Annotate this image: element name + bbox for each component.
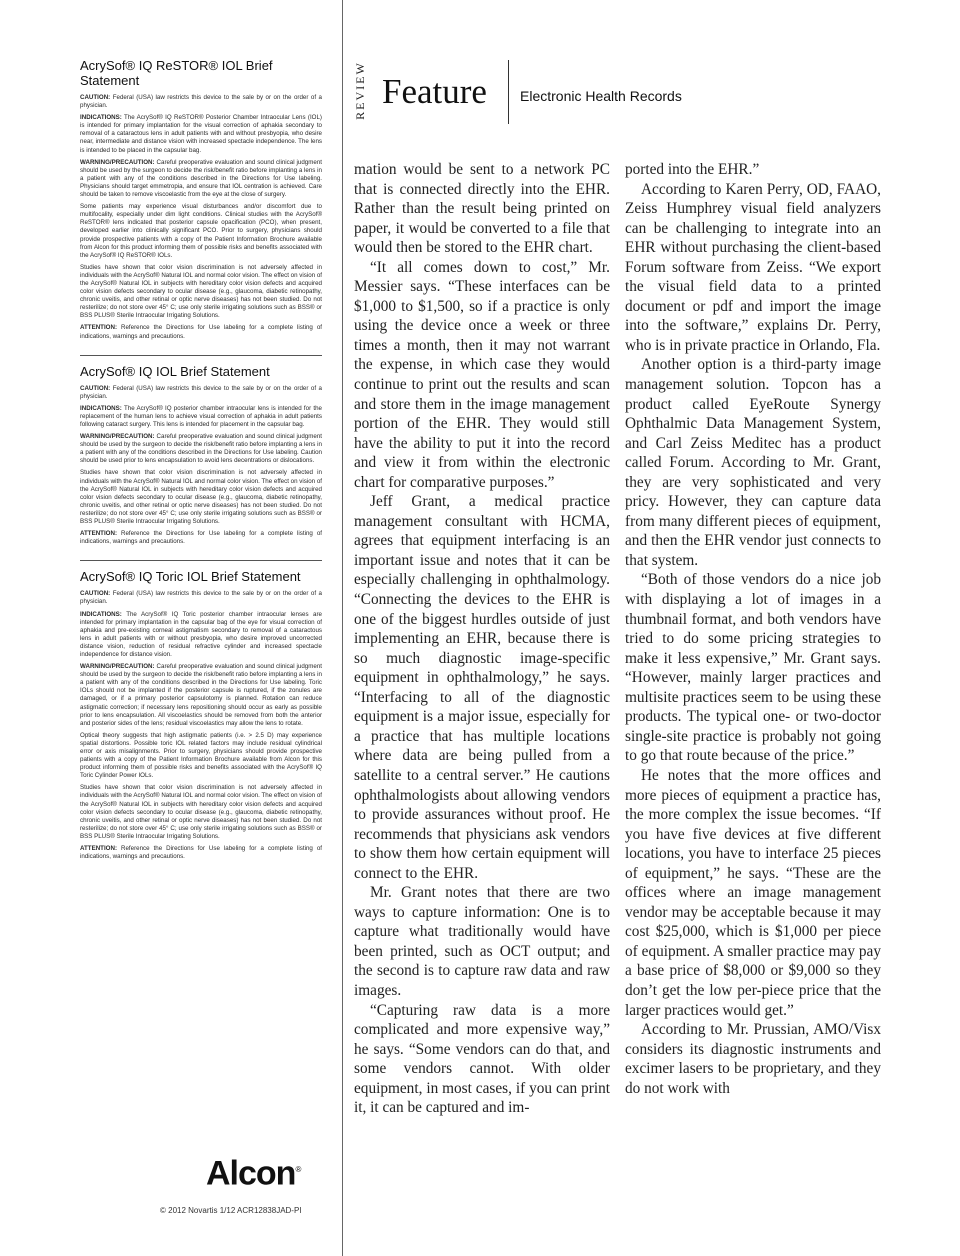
brief-statement-iq xyxy=(80,355,322,555)
brief-paragraph: WARNING/PRECAUTION: Careful preoperative evaluation and sound clinical judgment should be used by the surgeon to decide the risk/benefit ratio before implanting a lens in a patient with any of the conditions described in the Directions for Use labeling. Physicians should target emmetropia, and ensure that IOL centration is achieved. Care should be taken to remove viscoelastic from the eye at the close of surgery. xyxy=(80,158,322,199)
article-paragraph: “It all comes down to cost,” Mr. Messier says. “These interfaces can be $1,000 to $1,500, so if a practice is only using the device once a week or three times a month, then it may not warrant the expense, in which case they would continue to print out the results and scan and store them in the image management portion of the EHR. They would still have the ability to put it into the record and view it from within the electronic chart for comparative purposes.” xyxy=(354,258,610,491)
brief-paragraph: ATTENTION: Reference the Directions for Use labeling for a complete listing of indications, warnings and precautions. xyxy=(80,530,322,546)
alcon-logo: Alcon® xyxy=(206,1154,301,1193)
article-paragraph: “Capturing raw data is a more complicated and more expensive way,” he says. “Some vendors can do that, and some vendors cannot. With older equipment, in most cases, if you can print it, it can be captured and im- xyxy=(354,1001,610,1117)
article-paragraph: According to Mr. Prussian, AMO/Visx considers its diagnostic instruments and excimer lasers to be proprietary, and they do not work with xyxy=(625,1021,881,1097)
article-paragraph: mation would be sent to a network PC that is connected directly into the EHR. Rather than the result being printed on paper, it would be converted to a file that would then be stored to the EHR chart. xyxy=(354,161,610,257)
brief-paragraph: Studies have shown that color vision discrimination is not adversely affected in individuals with the AcrySof® Natural IOL and normal color vision. The effect on vision of the AcrySof® Natural IOL in subjects with hereditary color vision defects and acquired color vision defects secondary to ocular disease (e.g., glaucoma, diabetic retinopathy, chronic uveitis, and other retinal or optic nerve diseases) has not been studied. Do not resterilize; do not store over 45° C; use only sterile irrigating solutions such as BSS® or BSS PLUS® Sterile Intraocular Irrigating Solutions. xyxy=(80,784,322,840)
masthead-divider xyxy=(508,60,509,124)
brief-statement-title: AcrySof® IQ IOL Brief Statement xyxy=(80,363,270,379)
brief-paragraph: Studies have shown that color vision discrimination is not adversely affected in individuals with the AcrySof® Natural IOL and normal color vision. The effect on vision of the AcrySof® Natural IOL in subjects with hereditary color vision defects and acquired color vision defects secondary to ocular disease (e.g., glaucoma, diabetic retinopathy, chronic uveitis, and other retinal or optic nerve diseases) has not been studied. Do not resterilize; do not store over 45° C; use only sterile irrigating solutions such as BSS® or BSS PLUS® Sterile Intraocular Irrigating Solutions. xyxy=(80,469,322,526)
brief-paragraph: INDICATIONS: The AcrySof® IQ posterior chamber intraocular lens is intended for the replacement of the human lens to achieve visual correction of aphakia in adult patients following cataract surgery. This lens is intended for placement in the capsular bag. xyxy=(80,404,322,428)
copyright-footer: © 2012 Novartis 1/12 ACR12838JAD-PI xyxy=(160,1206,302,1215)
section-name: Electronic Health Records xyxy=(520,88,682,104)
brief-statement-toric xyxy=(80,560,322,869)
brief-paragraph: Optical theory suggests that high astigmatic patients (i.e. > 2.5 D) may experience spatial distortions. Possible toric IOL related factors may include residual cylindrical error or axis misalignments. Prior to surgery, physicians should provide prospective patients with a copy of the Patient Information Brochure available from Alcon for this product informing them of possible risks and benefits associated with the AcrySof® IQ Toric Cylinder Power IOLs. xyxy=(80,731,322,780)
article-paragraph: According to Karen Perry, OD, FAAO, Zeiss Humphrey visual field analyzers can be challenging to integrate into an EHR without purchasing the client-based Forum software from Zeiss. “We export the visual field data to a printed document or pdf and import the image into the software,” explains Dr. Perry, who is in private practice in Orlando, Fla. xyxy=(625,180,881,354)
article-paragraph: He notes that the more offices and more pieces of equipment a practice has, the more complex the issue becomes. “If you have five devices at five different locations, you have to interface 25 pieces of equipment,” he says. “These are the offices where an image management vendor may be acceptable because it may cost $25,000, which is $1,000 per piece of equipment. A smaller practice may pay a base price of $8,000 or $9,000 so they don’t get the low per-piece price that the larger practices would get.” xyxy=(625,766,881,1019)
article-paragraph: Jeff Grant, a medical practice management consultant with HCMA, agrees that equipment interfacing is an important issue and notes that it can be especially challenging in ophthalmology. “Connecting the devices to the EHR is one of the biggest hurdles outside of just implementing an EHR, because there is so much diagnostic image-specific equipment in ophthalmology,” he says. “Interfacing to all of the diagnostic equipment is a major issue, especially for a practice that has multiple locations where data are being pulled from a satellite to a central server.” He cautions ophthalmologists about allowing vendors to provide assurances without proof. He recommends that physicians ask vendors to show them how certain equipment will connect to the EHR. xyxy=(354,493,610,882)
brief-paragraph: ATTENTION: Reference the Directions for Use labeling for a complete listing of indications, warnings and precautions. xyxy=(80,324,322,340)
article-paragraph: “Both of those vendors do a nice job with displaying a lot of images in a thumbnail format, and both vendors have tried to do some pricing strategies to make it less expensive,” Mr. Grant says. “However, mainly larger practices and multisite practices seem to be using these products. The typical one- or two-doctor single-site practice is probably not going to go that route because of the price.” xyxy=(625,571,881,765)
article-paragraph: Another option is a third-party image management solution. Topcon has a product called EyeRoute Synergy Ophthalmic Data Management System, and Carl Zeiss Meditec has a product called Forum. According to Mr. Grant, they are very sophisticated and very pricy. However, they can capture data from many different pieces of equipment, and then the EHR vendor just connects to that system. xyxy=(625,356,881,569)
brief-paragraph: CAUTION: Federal (USA) law restricts this device to the sale by or on the order of a physician. xyxy=(80,590,322,606)
column-divider xyxy=(342,0,343,1256)
brief-statement-title: AcrySof® IQ Toric IOL Brief Statement xyxy=(80,569,301,585)
brief-paragraph: CAUTION: Federal (USA) law restricts this device to the sale by or on the order of a physician. xyxy=(80,384,322,400)
article-paragraph: ported into the EHR.” xyxy=(625,161,760,178)
brief-paragraph: CAUTION: Federal (USA) law restricts this device to the sale by or on the order of a physician. xyxy=(80,94,322,110)
brief-statement-restor xyxy=(80,58,322,349)
brief-paragraph: INDICATIONS: The AcrySof® IQ Toric posterior chamber intraocular lenses are intended for primary implantation in the capsular bag of the eye for visual correction of aphakia and pre-existing corneal astigmatism secondary to removal of a cataractous lens in adult patients with or without presbyopia, who desire improved uncorrected distance vision, reduction of residual refractive cylinder and increased spectacle independence for distance vision. xyxy=(80,610,322,658)
brief-paragraph: WARNING/PRECAUTION: Careful preoperative evaluation and sound clinical judgment should be used by the surgeon to decide the risk/benefit ratio before implanting a lens in a patient with any of the conditions described in the Directions for Use labeling. Caution should be used prior to lens encapsulation to avoid lens decentrations or dislocations. xyxy=(80,433,322,465)
brief-paragraph: WARNING/PRECAUTION: Careful preoperative evaluation and sound clinical judgment should be used by the surgeon to decide the risk/benefit ratio before implanting a lens in a patient with any of the conditions described in the Directions for Use labeling. Toric IOLs should not be implanted if the posterior capsule is ruptured, if the zonules are damaged, or if a primary posterior capsulotomy is planned. Rotation can reduce astigmatic correction; if necessary lens repositioning should occur as early as possible prior to lens encapsulation. All viscoelastics should be removed from both the anterior and posterior sides of the lens; residual viscoelastics may allow the lens to rotate. xyxy=(80,663,322,727)
article-column-left xyxy=(354,160,610,1118)
brief-paragraph: INDICATIONS: The AcrySof® IQ ReSTOR® Posterior Chamber Intraocular Lens (IOL) is intended for primary implantation for the visual correction of aphakia secondary to removal of a cataractous lens in adult patients with and without presbyopia, who desire near, intermediate and distance vision with increased spectacle independence. The lens is intended to be placed in the capsular bag. xyxy=(80,114,322,154)
brief-paragraph: ATTENTION: Reference the Directions for Use labeling for a complete listing of indications, warnings and precautions. xyxy=(80,845,322,861)
article-paragraph: Mr. Grant notes that there are two ways to capture information: One is to capture what traditionally would have been printed, such as OCT output; and the second is to capture raw data and raw images. xyxy=(354,884,610,999)
brief-statements-column xyxy=(80,58,322,1193)
brief-paragraph: Some patients may experience visual disturbances and/or discomfort due to multifocality, especially under dim light conditions. Clinical studies with the AcrySof® ReSTOR® lens indicated that posterior capsule opacification (PCO), when present, developed earlier into clinically significant PCO. Prior to surgery, physicians should provide prospective patients with a copy of the Patient Information Brochure available from Alcon for this product informing them of possible risks and benefits associated with the AcrySof® IQ ReSTOR® IOLs. xyxy=(80,203,322,259)
article-column-right xyxy=(625,160,881,1098)
brief-statement-title: AcrySof® IQ ReSTOR® IOL Brief Statement xyxy=(80,58,273,88)
review-tag: REVIEW xyxy=(352,60,367,120)
feature-title: Feature xyxy=(382,72,487,111)
brief-paragraph: Studies have shown that color vision discrimination is not adversely affected in individuals with the AcrySof® Natural IOL and normal color vision. The effect on vision of the AcrySof® Natural IOL in subjects with hereditary color vision defects and acquired color vision defects secondary to ocular disease (e.g., glaucoma, diabetic retinopathy, chronic uveitis, and other retinal or optic nerve diseases) has not been studied. Do not resterilize; do not store over 45° C; use only sterile irrigating solutions such as BSS® or BSS PLUS® Sterile Intraocular Irrigating Solutions. xyxy=(80,263,322,320)
